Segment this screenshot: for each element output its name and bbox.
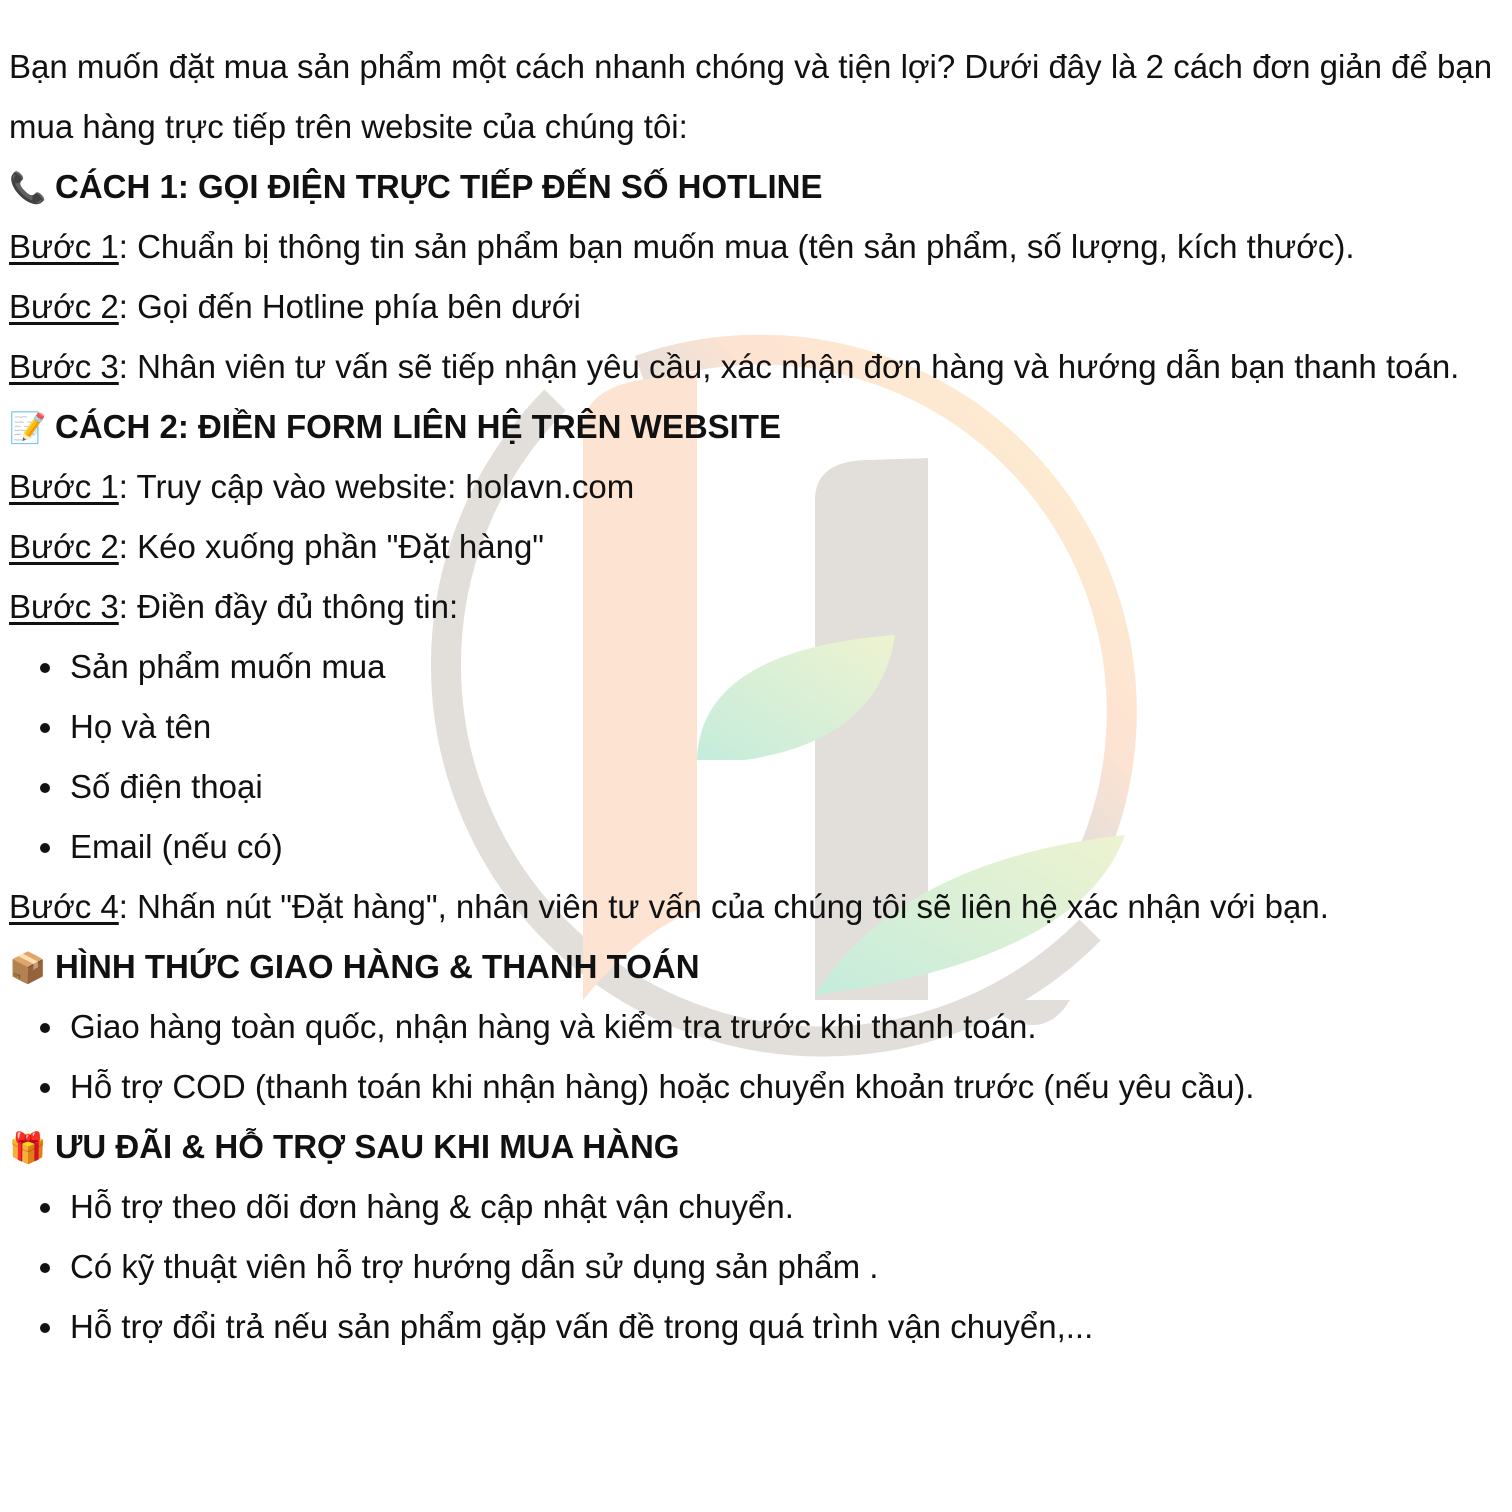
list-item: Có kỹ thuật viên hỗ trợ hướng dẫn sử dụng sản phẩm . xyxy=(9,1237,1512,1297)
section-heading-support: 🎁 ƯU ĐÃI & HỖ TRỢ SAU KHI MUA HÀNG xyxy=(9,1117,1512,1177)
step: Bước 1: Chuẩn bị thông tin sản phẩm bạn muốn mua (tên sản phẩm, số lượng, kích thước). xyxy=(9,228,1355,265)
step: Bước 3: Nhân viên tư vấn sẽ tiếp nhận yêu cầu, xác nhận đơn hàng và hướng dẫn bạn thanh toán. xyxy=(9,348,1460,385)
step: Bước 4: Nhấn nút "Đặt hàng", nhân viên tư vấn của chúng tôi sẽ liên hệ xác nhận với bạn. xyxy=(9,888,1329,925)
step: Bước 3: Điền đầy đủ thông tin: xyxy=(9,588,459,625)
gift-icon: 🎁 xyxy=(9,1132,47,1165)
list-item: Số điện thoại xyxy=(9,757,1512,817)
step: Bước 1: Truy cập vào website: holavn.com xyxy=(9,468,635,505)
section-heading-form: 📝 CÁCH 2: ĐIỀN FORM LIÊN HỆ TRÊN WEBSITE xyxy=(9,397,1512,457)
intro-paragraph: Bạn muốn đặt mua sản phẩm một cách nhanh chóng và tiện lợi? Dưới đây là 2 cách đơn giản để bạn mua hàng trực tiếp trên website của chúng tôi: xyxy=(9,48,1493,145)
list-item: Email (nếu có) xyxy=(9,817,1512,877)
package-icon: 📦 xyxy=(9,952,47,985)
list-item: Sản phẩm muốn mua xyxy=(9,637,1512,697)
step: Bước 2: Gọi đến Hotline phía bên dưới xyxy=(9,288,581,325)
step: Bước 2: Kéo xuống phần "Đặt hàng" xyxy=(9,528,545,565)
list-item: Hỗ trợ COD (thanh toán khi nhận hàng) hoặc chuyển khoản trước (nếu yêu cầu). xyxy=(9,1057,1512,1117)
section-heading-delivery: 📦 HÌNH THỨC GIAO HÀNG & THANH TOÁN xyxy=(9,937,1512,997)
list-item: Hỗ trợ đổi trả nếu sản phẩm gặp vấn đề trong quá trình vận chuyển,... xyxy=(9,1297,1512,1357)
memo-icon: 📝 xyxy=(9,412,47,445)
section-heading-call: 📞 CÁCH 1: GỌI ĐIỆN TRỰC TIẾP ĐẾN SỐ HOTLINE xyxy=(9,157,1512,217)
list-item: Họ và tên xyxy=(9,697,1512,757)
list-item: Giao hàng toàn quốc, nhận hàng và kiểm tra trước khi thanh toán. xyxy=(9,997,1512,1057)
telephone-icon: 📞 xyxy=(9,172,47,205)
list-item: Hỗ trợ theo dõi đơn hàng & cập nhật vận chuyển. xyxy=(9,1177,1512,1237)
